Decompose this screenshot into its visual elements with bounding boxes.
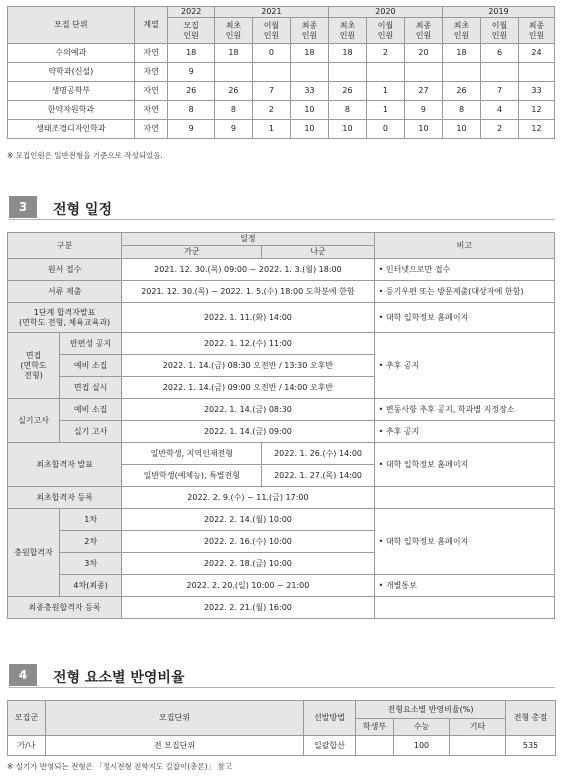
schedule-date: 2022. 2. 14.(월) 10:00 bbox=[122, 509, 374, 531]
schedule-date: 2022. 2. 16.(수) 10:00 bbox=[122, 531, 374, 553]
count-cell: 18 bbox=[442, 44, 480, 63]
count-cell: 10 bbox=[404, 120, 442, 139]
year-header: 2020 bbox=[328, 7, 442, 18]
count-cell: 33 bbox=[290, 82, 328, 101]
count-cell: 9 bbox=[404, 101, 442, 120]
ratio-header: 전형요소별 반영비율(%) bbox=[356, 701, 506, 719]
count-cell: 1 bbox=[366, 101, 404, 120]
count-cell: 18 bbox=[214, 44, 252, 63]
section-title: 전형 일정 bbox=[53, 202, 112, 218]
count-cell bbox=[328, 63, 366, 82]
schedule-date: 2022. 1. 12.(수) 11:00 bbox=[122, 333, 374, 355]
unit-header: 모집 단위 bbox=[8, 7, 135, 44]
count-cell: 8 bbox=[168, 101, 214, 120]
count-cell: 9 bbox=[168, 63, 214, 82]
count-cell: 8 bbox=[214, 101, 252, 120]
schedule-date: 2022. 1. 14.(금) 09:00 오전반 / 14:00 오후반 bbox=[122, 377, 374, 399]
count-cell bbox=[290, 63, 328, 82]
schedule-date: 2022. 2. 20.(일) 10:00 ~ 21:00 bbox=[122, 575, 374, 597]
count-cell: 33 bbox=[518, 82, 554, 101]
count-cell: 24 bbox=[518, 44, 554, 63]
count-cell: 2 bbox=[480, 120, 518, 139]
schedule-note: • 추후 공지 bbox=[374, 421, 554, 443]
unit-cell: 생태조경디자인학과 bbox=[8, 120, 135, 139]
count-cell: 26 bbox=[168, 82, 214, 101]
unit-cell: 한약자원학과 bbox=[8, 101, 135, 120]
count-cell: 4 bbox=[480, 101, 518, 120]
count-cell: 7 bbox=[480, 82, 518, 101]
sub-row-label: 면접 실시 bbox=[60, 377, 122, 399]
schedule-date: 2022. 1. 27.(목) 14:00 bbox=[262, 465, 374, 487]
track-cell: 자연 bbox=[134, 101, 168, 120]
sub-header: 이월 인원 bbox=[252, 18, 290, 44]
unit-cell: 전 모집단위 bbox=[46, 736, 304, 756]
schedule-date: 2021. 12. 30.(목) ~ 2022. 1. 5.(수) 18:00 도착분에 한함 bbox=[122, 281, 374, 303]
count-cell: 6 bbox=[480, 44, 518, 63]
count-cell: 12 bbox=[518, 120, 554, 139]
sub-row-label: 3차 bbox=[60, 553, 122, 575]
count-cell: 18 bbox=[328, 44, 366, 63]
count-cell: 10 bbox=[442, 120, 480, 139]
count-cell: 10 bbox=[290, 120, 328, 139]
sub-row-label: 4차(최종) bbox=[60, 575, 122, 597]
sub-header: 최초 인원 bbox=[442, 18, 480, 44]
recruitment-table bbox=[7, 6, 555, 139]
schedule-date: 2021. 12. 30.(목) 09:00 ~ 2022. 1. 3.(월) 18:00 bbox=[122, 259, 374, 281]
suneung-cell: 100 bbox=[394, 736, 450, 756]
schedule-note bbox=[374, 487, 554, 509]
sub-header: 수능 bbox=[394, 719, 450, 736]
count-cell: 9 bbox=[168, 120, 214, 139]
sub-header: 이월 인원 bbox=[366, 18, 404, 44]
sub-header: 학생부 bbox=[356, 719, 394, 736]
row-label: 면접 (면학도 전형) bbox=[8, 333, 60, 399]
method-cell: 일괄합산 bbox=[304, 736, 356, 756]
schedule-note: • 개별통보 bbox=[374, 575, 554, 597]
count-cell bbox=[518, 63, 554, 82]
sub-row-label: 실기 고사 bbox=[60, 421, 122, 443]
count-cell: 1 bbox=[366, 82, 404, 101]
year-header: 2022 bbox=[168, 7, 214, 18]
count-cell bbox=[442, 63, 480, 82]
unit-header: 모집단위 bbox=[46, 701, 304, 736]
sub-row-label: 예비 소집 bbox=[60, 399, 122, 421]
schedule-date: 2022. 2. 18.(금) 10:00 bbox=[122, 553, 374, 575]
schedule-note: • 등기우편 또는 방문제출(대상자에 한함) bbox=[374, 281, 554, 303]
row-label: 원서 접수 bbox=[8, 259, 122, 281]
track-cell: 자연 bbox=[134, 63, 168, 82]
group-cell: 가/나 bbox=[8, 736, 46, 756]
count-cell bbox=[366, 63, 404, 82]
note-header: 비고 bbox=[374, 233, 554, 259]
section-number: 3 bbox=[9, 196, 37, 218]
schedule-header: 일정 bbox=[122, 233, 374, 246]
section-title: 전형 요소별 반영비율 bbox=[53, 670, 185, 686]
schedule-note: • 대학 입학정보 홈페이지 bbox=[374, 509, 554, 575]
count-cell: 27 bbox=[404, 82, 442, 101]
count-cell: 0 bbox=[252, 44, 290, 63]
count-cell bbox=[252, 63, 290, 82]
schedule-date: 2022. 2. 21.(월) 16:00 bbox=[122, 597, 374, 619]
total-cell: 535 bbox=[506, 736, 556, 756]
row-label: 최종충원합격자 등록 bbox=[8, 597, 122, 619]
na-group-header: 나군 bbox=[262, 246, 374, 259]
count-cell bbox=[404, 63, 442, 82]
count-cell: 26 bbox=[442, 82, 480, 101]
section-heading bbox=[9, 664, 555, 688]
student-record-cell bbox=[356, 736, 394, 756]
sub-header: 최초 인원 bbox=[328, 18, 366, 44]
count-cell: 2 bbox=[366, 44, 404, 63]
count-cell: 12 bbox=[518, 101, 554, 120]
schedule-note: • 대학 입학정보 홈페이지 bbox=[374, 443, 554, 487]
category-header: 구분 bbox=[8, 233, 122, 259]
count-cell: 8 bbox=[442, 101, 480, 120]
ga-group-header: 가군 bbox=[122, 246, 262, 259]
group-header: 모집군 bbox=[8, 701, 46, 736]
count-cell: 9 bbox=[214, 120, 252, 139]
count-cell: 20 bbox=[404, 44, 442, 63]
schedule-date: 2022. 2. 9.(수) ~ 11.(금) 17:00 bbox=[122, 487, 374, 509]
ratio-note: ※ 실기가 반영되는 전형은 「정시전형 진학지도 길잡이(총론)」 참고 bbox=[7, 762, 232, 771]
sub-row-label: 반편성 공지 bbox=[60, 333, 122, 355]
etc-cell bbox=[450, 736, 506, 756]
row-label: 1단계 합격자발표 (면학도 전형, 체육교육과) bbox=[8, 303, 122, 333]
count-cell: 0 bbox=[366, 120, 404, 139]
count-cell: 2 bbox=[252, 101, 290, 120]
count-cell bbox=[480, 63, 518, 82]
count-cell: 18 bbox=[168, 44, 214, 63]
ratio-table bbox=[7, 700, 556, 756]
track-header: 계열 bbox=[134, 7, 168, 44]
total-header: 전형 총점 bbox=[506, 701, 556, 736]
section-number: 4 bbox=[9, 664, 37, 686]
schedule-note: • 변동사항 추후 공지, 학과별 지정장소 bbox=[374, 399, 554, 421]
recruitment-rows bbox=[8, 44, 555, 139]
recruitment-note: ※ 모집인원은 일반전형을 기준으로 작성되었음. bbox=[7, 151, 163, 160]
row-label: 최초합격자 등록 bbox=[8, 487, 122, 509]
count-cell: 7 bbox=[252, 82, 290, 101]
schedule-note: • 추후 공지 bbox=[374, 333, 554, 399]
schedule-note bbox=[374, 597, 554, 619]
count-cell bbox=[214, 63, 252, 82]
schedule-table bbox=[7, 232, 555, 619]
unit-cell: 수의예과 bbox=[8, 44, 135, 63]
sub-header: 최종 인원 bbox=[518, 18, 554, 44]
sub-row-label: 예비 소집 bbox=[60, 355, 122, 377]
year-header: 2021 bbox=[214, 7, 328, 18]
sub-header: 최초 인원 bbox=[214, 18, 252, 44]
sub-row-label: 1차 bbox=[60, 509, 122, 531]
method-header: 선발방법 bbox=[304, 701, 356, 736]
recruitment-row bbox=[8, 82, 555, 101]
sub-header: 이월 인원 bbox=[480, 18, 518, 44]
section-heading bbox=[9, 196, 555, 220]
count-cell: 26 bbox=[328, 82, 366, 101]
count-cell: 18 bbox=[290, 44, 328, 63]
count-cell: 8 bbox=[328, 101, 366, 120]
sub-header: 기타 bbox=[450, 719, 506, 736]
recruitment-row bbox=[8, 63, 555, 82]
sub-row-label: 일반학생, 지역인재전형 bbox=[122, 443, 262, 465]
track-cell: 자연 bbox=[134, 44, 168, 63]
count-cell: 26 bbox=[214, 82, 252, 101]
schedule-date: 2022. 1. 11.(화) 14:00 bbox=[122, 303, 374, 333]
row-label: 충원합격자 bbox=[8, 509, 60, 597]
row-label: 서류 제출 bbox=[8, 281, 122, 303]
sub-header: 최종 인원 bbox=[404, 18, 442, 44]
sub-header: 모집 인원 bbox=[168, 18, 214, 44]
recruitment-row bbox=[8, 101, 555, 120]
recruitment-row bbox=[8, 44, 555, 63]
sub-row-label: 일반학생(예체능), 특별전형 bbox=[122, 465, 262, 487]
unit-cell: 생명공학부 bbox=[8, 82, 135, 101]
schedule-date: 2022. 1. 14.(금) 09:00 bbox=[122, 421, 374, 443]
track-cell: 자연 bbox=[134, 82, 168, 101]
count-cell: 10 bbox=[328, 120, 366, 139]
schedule-note: • 인터넷으로만 접수 bbox=[374, 259, 554, 281]
unit-cell: 약학과(신설) bbox=[8, 63, 135, 82]
schedule-note: • 대학 입학정보 홈페이지 bbox=[374, 303, 554, 333]
count-cell: 10 bbox=[290, 101, 328, 120]
sub-header: 최종 인원 bbox=[290, 18, 328, 44]
year-header: 2019 bbox=[442, 7, 554, 18]
sub-row-label: 2차 bbox=[60, 531, 122, 553]
recruitment-row bbox=[8, 120, 555, 139]
track-cell: 자연 bbox=[134, 120, 168, 139]
schedule-date: 2022. 1. 26.(수) 14:00 bbox=[262, 443, 374, 465]
row-label: 최초합격자 발표 bbox=[8, 443, 122, 487]
count-cell: 1 bbox=[252, 120, 290, 139]
row-label: 실기고사 bbox=[8, 399, 60, 443]
schedule-date: 2022. 1. 14.(금) 08:30 오전반 / 13:30 오후반 bbox=[122, 355, 374, 377]
schedule-date: 2022. 1. 14.(금) 08:30 bbox=[122, 399, 374, 421]
